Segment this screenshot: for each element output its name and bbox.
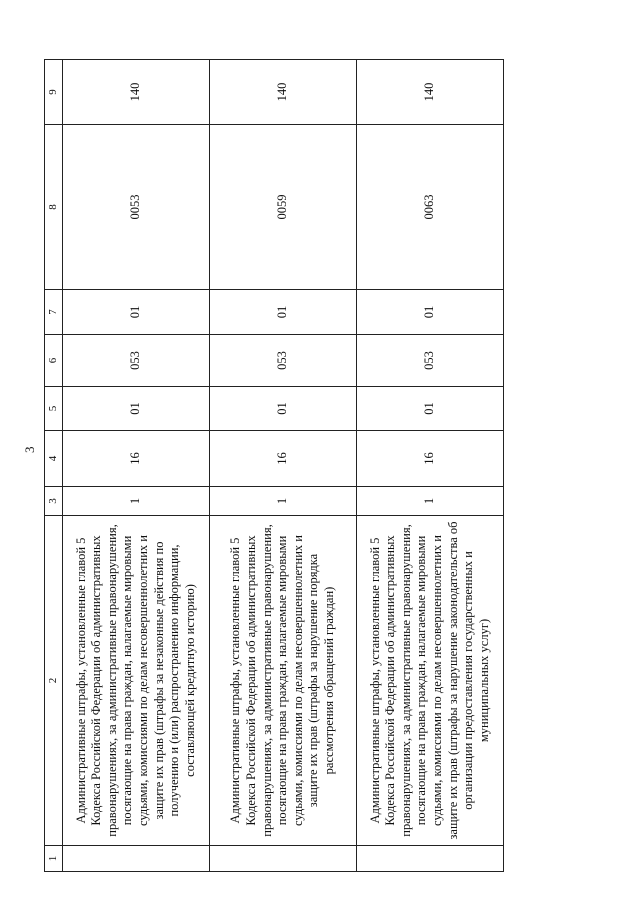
- column-header: 3: [45, 487, 63, 516]
- column-header: 7: [45, 290, 63, 335]
- table-cell: 1: [210, 487, 357, 516]
- table-cell: 053: [357, 335, 504, 387]
- table-cell: [63, 846, 210, 872]
- table-cell: 16: [357, 431, 504, 487]
- table-row: [63, 60, 210, 872]
- table-row: [210, 60, 357, 872]
- table-cell: 053: [63, 335, 210, 387]
- table-cell: [210, 846, 357, 872]
- table-cell: 01: [210, 387, 357, 431]
- page-number: 3: [22, 446, 37, 453]
- table-cell-description: Административные штрафы, установленные главой 5 Кодекса Российской Федерации об административных правонарушениях, за административные правонарушения, посягающие на права граждан, налагаемые мировыми судьями, комиссиями по делам несовершеннолетних и защите их прав (штрафы за нарушение законодательства об организации предоставления государственных и муниципальных услуг): [357, 516, 504, 846]
- column-header: 1: [45, 846, 63, 872]
- table-cell: 0063: [357, 125, 504, 290]
- budget-codes-table: [44, 59, 504, 872]
- table-cell: 01: [357, 387, 504, 431]
- header-row: [45, 60, 63, 872]
- column-header: 8: [45, 125, 63, 290]
- table-cell: [357, 846, 504, 872]
- table-cell: 01: [210, 290, 357, 335]
- column-header: 9: [45, 60, 63, 125]
- table-cell: 1: [63, 487, 210, 516]
- table-cell: 0059: [210, 125, 357, 290]
- column-header: 4: [45, 431, 63, 487]
- table-cell: 1: [357, 487, 504, 516]
- table-cell: 140: [210, 60, 357, 125]
- table-cell: 140: [357, 60, 504, 125]
- table-cell: 01: [357, 290, 504, 335]
- table-row: [357, 60, 504, 872]
- table-cell: 01: [63, 387, 210, 431]
- column-header: 5: [45, 387, 63, 431]
- table-cell: 0053: [63, 125, 210, 290]
- table-cell: 053: [210, 335, 357, 387]
- column-header: 6: [45, 335, 63, 387]
- column-header: 2: [45, 516, 63, 846]
- table-cell: 01: [63, 290, 210, 335]
- table-cell: 16: [63, 431, 210, 487]
- table-cell: 140: [63, 60, 210, 125]
- table-cell-description: Административные штрафы, установленные главой 5 Кодекса Российской Федерации об административных правонарушениях, за административные правонарушения, посягающие на права граждан, налагаемые мировыми судьями, комиссиями по делам несовершеннолетних и защите их прав (штрафы за нарушение порядка рассмотрения обращений граждан): [210, 516, 357, 846]
- table-cell: 16: [210, 431, 357, 487]
- table-cell-description: Административные штрафы, установленные главой 5 Кодекса Российской Федерации об административных правонарушениях, за административные правонарушения, посягающие на права граждан, налагаемые мировыми судьями, комиссиями по делам несовершеннолетних и защите их прав (штрафы за незаконные действия по получению и (или) распространению информации, составляющей кредитную историю): [63, 516, 210, 846]
